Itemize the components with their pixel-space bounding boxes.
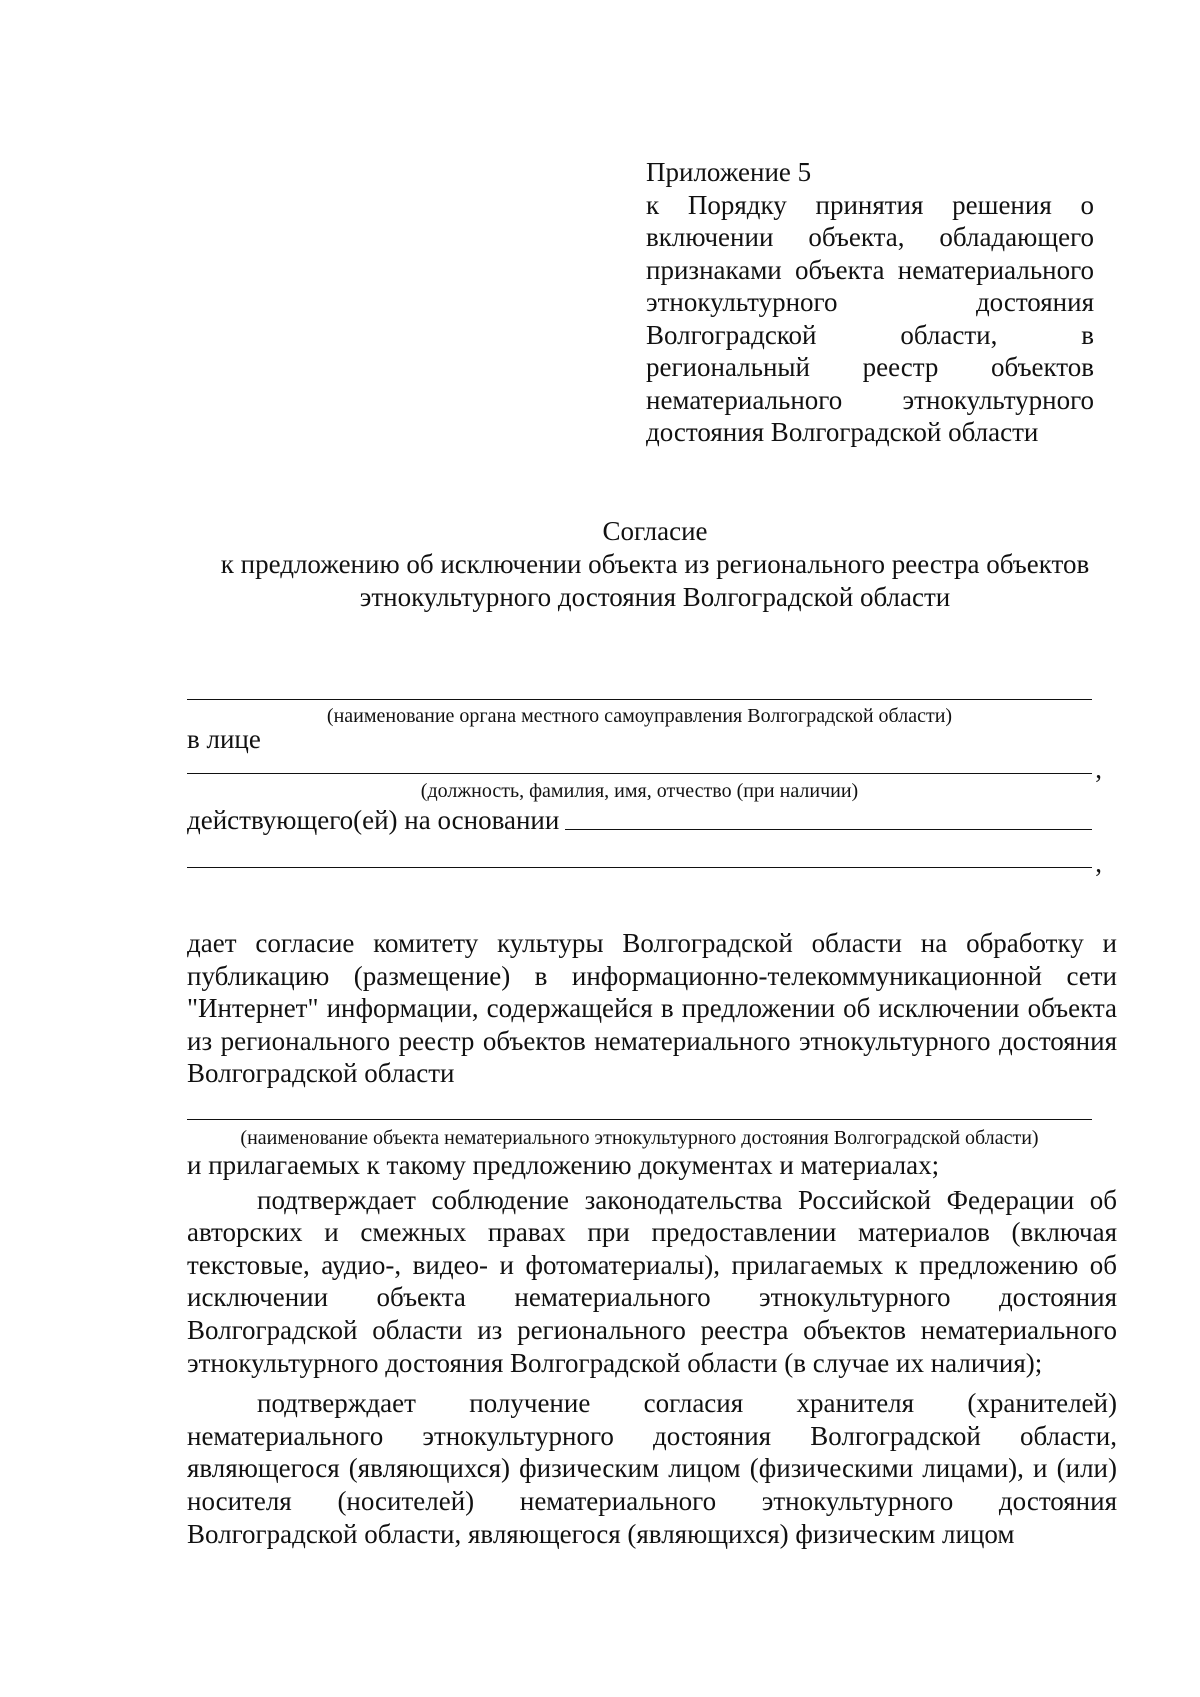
org-name-line — [187, 699, 1092, 700]
documents-paragraph: и прилагаемых к такому предложению документах и материалах; — [187, 1149, 940, 1180]
object-name-line — [187, 1119, 1092, 1120]
person-line-comma: , — [1095, 754, 1102, 784]
document-title — [180, 515, 1130, 614]
consent-form-fields — [187, 690, 1102, 878]
copyright-paragraph: подтверждает соблюдение законодательства Российской Федерации об авторских и смежных правах при предоставлении материалов (включая текстовые, аудио-, видео- и фотоматериалы), прилагаемых к предложению об исключении объекта нематериального этнокультурного достояния Волгоградской области из регионального реестра объектов нематериального этнокультурного достояния Волгоградской области (в случае их наличия); — [187, 1184, 1117, 1378]
basis-line-2 — [187, 867, 1092, 868]
basis-line-comma: , — [1095, 848, 1102, 878]
acting-basis-label: действующего(ей) на основании — [187, 805, 560, 835]
consent-paragraph: дает согласие комитету культуры Волгоградской области на обработку и публикацию (размещение) в информационно-телекоммуникационной сети "Интернет" информации, содержащейся в предложении об исключении объекта из региональногo реестр объектов нематериального этнокультурного достояния Волгоградской области — [187, 928, 1117, 1089]
title-line-3: этнокультурного достояния Волгоградской области — [359, 582, 951, 612]
title-line-1: Согласие — [602, 516, 708, 546]
basis-line — [565, 829, 1092, 830]
appendix-text: к Порядку принятия решения о включении объекта, обладающего признаками объекта нематериального этнокультурного достояния Волгоградской области, в региональный реестр объектов нематериального этнокультурного достояния Волгоградской области — [646, 189, 1094, 447]
basis-row — [187, 805, 1092, 836]
appendix-block — [646, 156, 1094, 449]
basis-line-2-wrap — [187, 848, 1102, 878]
person-caption: (должность, фамилия, имя, отчество (при наличии) — [420, 780, 859, 802]
object-name-caption: (наименование объекта нематериального этнокультурного достояния Волгоградской области) — [240, 1126, 1039, 1149]
org-name-caption: (наименование органа местного самоуправления Волгоградской области) — [326, 705, 953, 727]
person-line — [187, 773, 1092, 774]
title-line-2: к предложению об исключении объекта из регионального реестра объектов — [220, 549, 1090, 579]
keeper-consent-paragraph: подтверждает получение согласия хранителя (хранителей) нематериального этнокультурного достояния Волгоградской области, являющегося (являющихся) физическим лицом (физическими лицами), и (или) носителя (носителей) нематериального этнокультурного достояния Волгоградской области, являющегося (являющихся) физическим лицом — [187, 1388, 1117, 1549]
document-body — [187, 927, 1117, 1550]
in-person-label: в лице — [187, 724, 261, 754]
person-line-wrap — [187, 754, 1102, 784]
appendix-title: Приложение 5 — [646, 157, 812, 187]
